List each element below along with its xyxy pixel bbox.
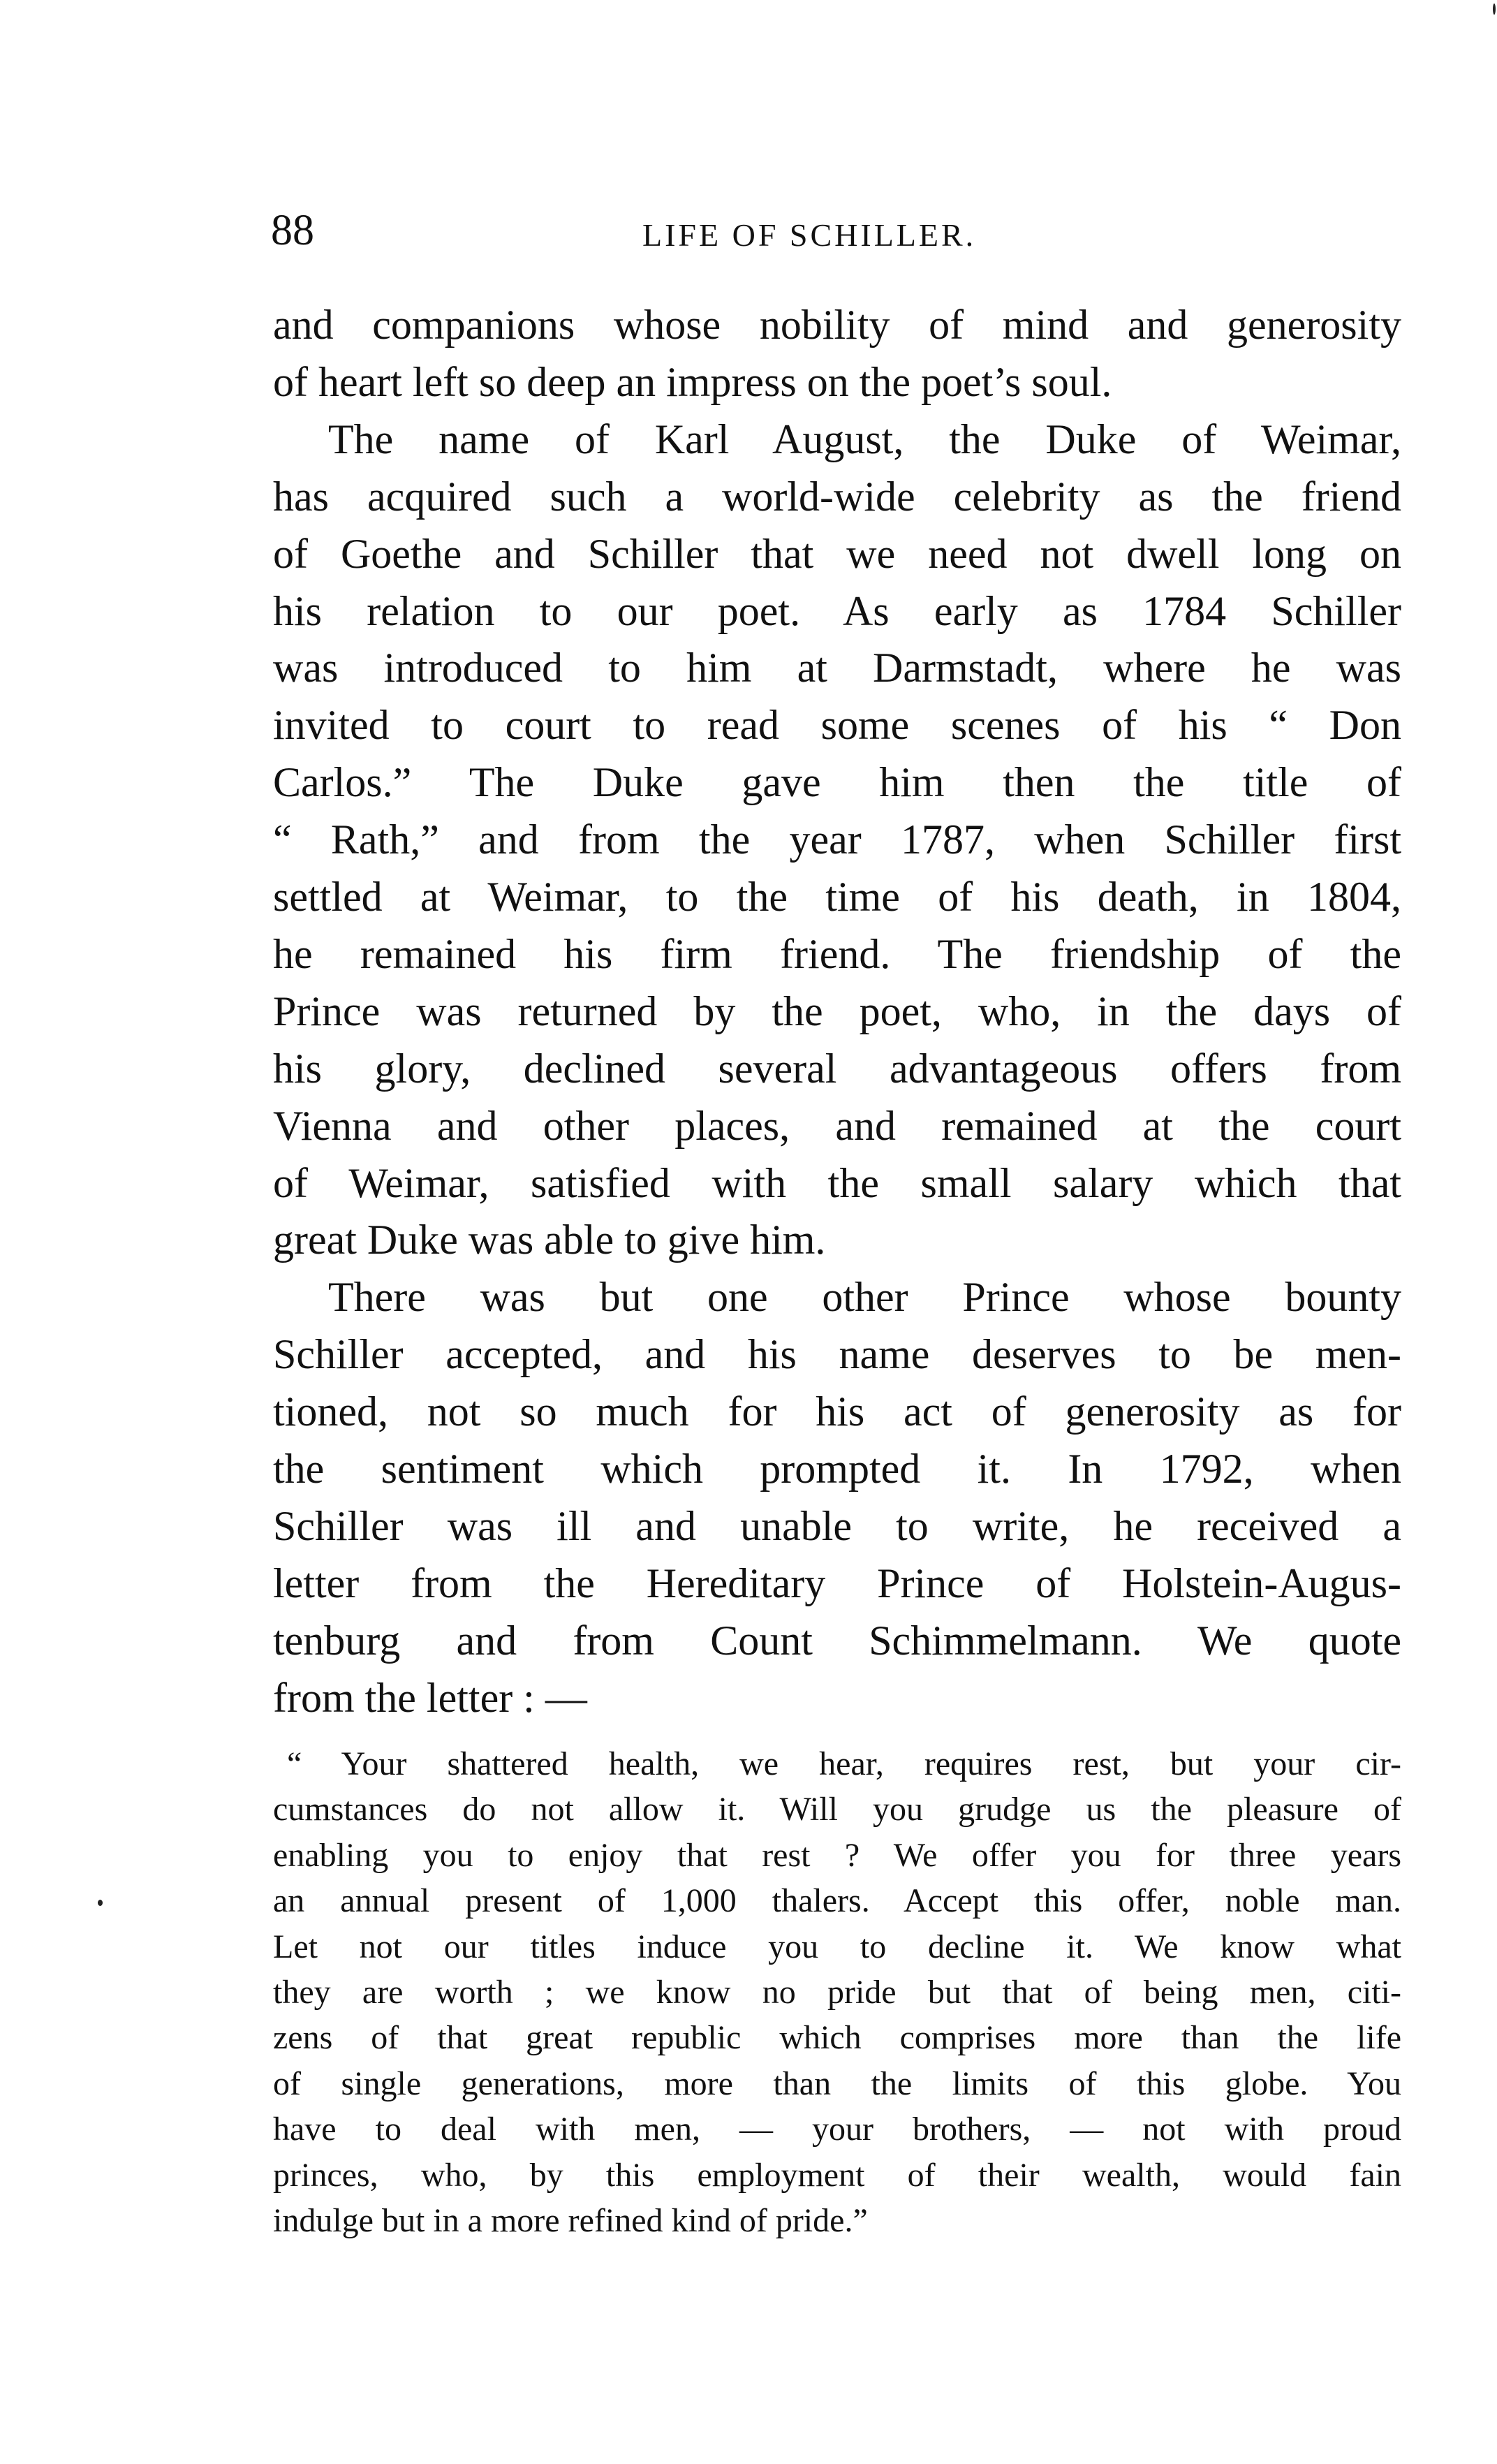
text-line: has acquired such a world-wide celebrity as the friend: [273, 473, 1401, 520]
quote-line: “ Your shattered health, we hear, requires rest, but your cir-: [287, 1745, 1401, 1782]
text-line: There was but one other Prince whose bounty: [328, 1274, 1401, 1321]
quote-line: cumstances do not allow it. Will you grudge us the pleasure of: [273, 1791, 1401, 1828]
text-line: tenburg and from Count Schimmelmann. We quote: [273, 1617, 1401, 1664]
quote-line: princes, who, by this employment of their wealth, would fain: [273, 2156, 1401, 2194]
text-line: from the letter : —: [273, 1674, 587, 1721]
text-line: settled at Weimar, to the time of his death, in 1804,: [273, 874, 1401, 920]
text-line: his glory, declined several advantageous offers from: [273, 1045, 1401, 1092]
quote-line: enabling you to enjoy that rest ? We offer you for three years: [273, 1836, 1401, 1874]
text-line: letter from the Hereditary Prince of Holstein-Augus-: [273, 1560, 1401, 1606]
text-line: Prince was returned by the poet, who, in the days of: [273, 988, 1401, 1034]
text-line: tioned, not so much for his act of generosity as for: [273, 1388, 1401, 1435]
text-line: great Duke was able to give him.: [273, 1217, 826, 1263]
quote-line: they are worth ; we know no pride but that of being men, citi-: [273, 1974, 1401, 2011]
text-line: “ Rath,” and from the year 1787, when Schiller first: [273, 816, 1401, 863]
text-line: Vienna and other places, and remained at the court: [273, 1102, 1401, 1149]
text-line: Carlos.” The Duke gave him then the title of: [273, 759, 1401, 806]
quote-line: indulge but in a more refined kind of pride.”: [273, 2202, 868, 2239]
text-line: he remained his firm friend. The friendship of the: [273, 930, 1401, 977]
quote-line: of single generations, more than the limits of this globe. You: [273, 2065, 1401, 2102]
text-line: The name of Karl August, the Duke of Weimar,: [328, 416, 1401, 462]
quote-line: zens of that great republic which comprises more than the life: [273, 2019, 1401, 2057]
quote-line: have to deal with men, — your brothers, — not with proud: [273, 2111, 1401, 2148]
text-line: his relation to our poet. As early as 1784 Schiller: [273, 587, 1401, 634]
text-line: of Weimar, satisfied with the small salary which that: [273, 1159, 1401, 1206]
text-line: of Goethe and Schiller that we need not dwell long on: [273, 530, 1401, 577]
text-line: was introduced to him at Darmstadt, where he was: [273, 645, 1401, 691]
text-line: and companions whose nobility of mind and generosity: [273, 302, 1401, 348]
text-line: Schiller was ill and unable to write, he received a: [273, 1502, 1401, 1549]
text-line: Schiller accepted, and his name deserves to be men-: [273, 1331, 1401, 1378]
text-line: the sentiment which prompted it. In 1792, when: [273, 1446, 1401, 1492]
scan-speck: [98, 1900, 103, 1906]
quote-line: Let not our titles induce you to decline it. We know what: [273, 1928, 1401, 1965]
running-title: LIFE OF SCHILLER.: [642, 217, 977, 253]
text-line: invited to court to read some scenes of his “ Don: [273, 702, 1401, 749]
page-number: 88: [271, 207, 314, 254]
text-line: of heart left so deep an impress on the poet’s soul.: [273, 358, 1112, 405]
scan-speck: [1493, 3, 1496, 15]
quote-line: an annual present of 1,000 thalers. Accept this offer, noble man.: [273, 1882, 1401, 1920]
